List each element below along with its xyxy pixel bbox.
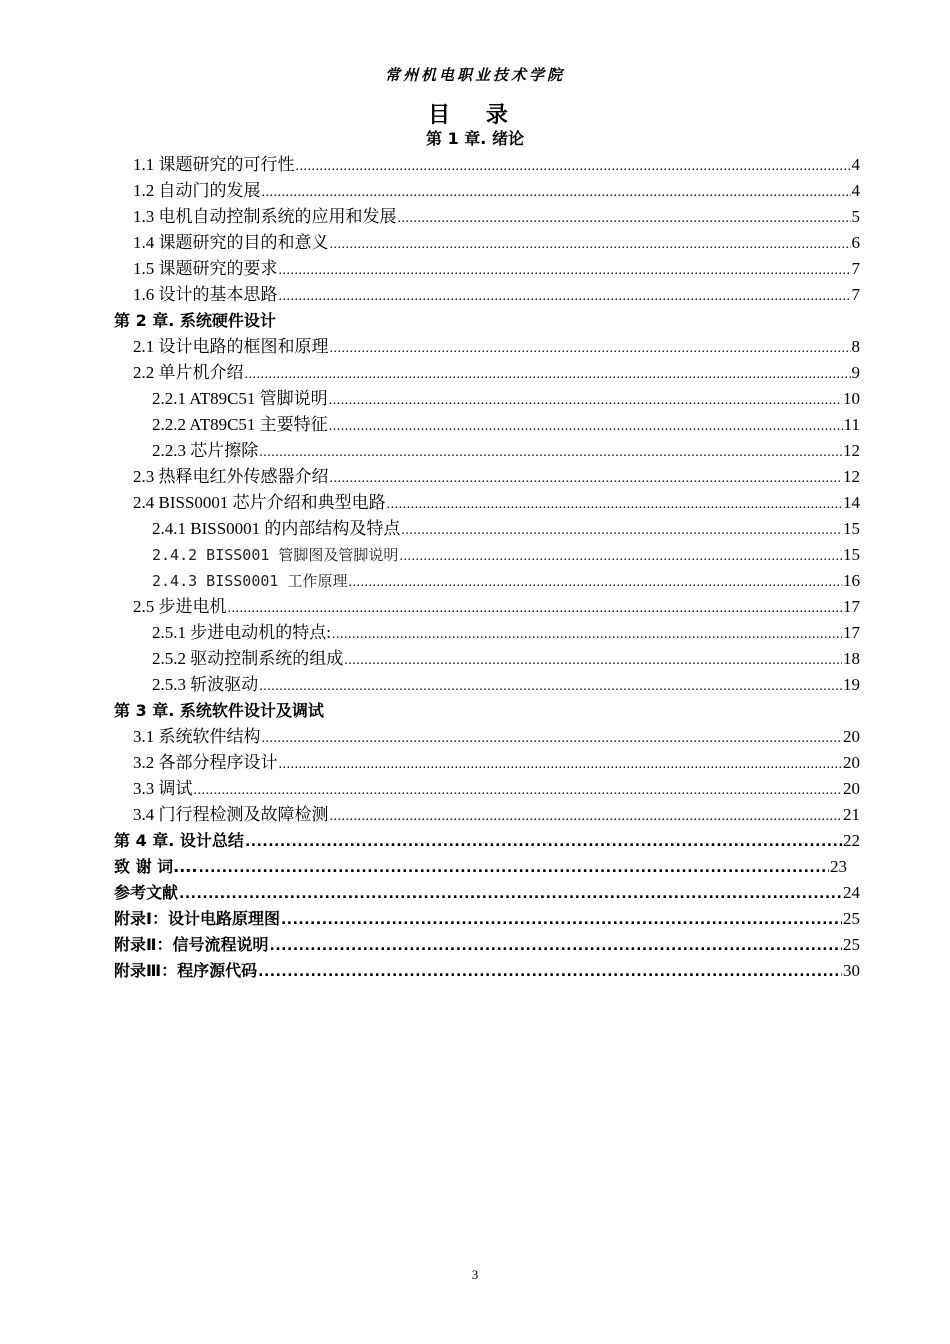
leader-dots xyxy=(194,778,843,804)
leader-dots xyxy=(296,154,851,180)
toc-entry[interactable] xyxy=(152,542,860,568)
toc-entry-page: 20 xyxy=(843,779,860,798)
toc-entry-label: 附录Ⅱ：信号流程说明 xyxy=(114,935,269,954)
leader-dots xyxy=(330,232,851,258)
toc-entry-label: 2.4.3 BISS0001 工作原理 xyxy=(152,572,348,590)
toc-entry-page: 15 xyxy=(843,545,860,564)
toc-entry-label: 第 4 章. 设计总结 xyxy=(114,831,244,850)
toc-chapter-entry[interactable] xyxy=(114,880,860,906)
leader-dots xyxy=(270,933,842,959)
toc-chapter-entry[interactable] xyxy=(114,828,860,854)
leader-dots xyxy=(279,258,851,284)
toc-entry-page: 14 xyxy=(843,493,860,512)
chapter-label: 第 2 章. 系统硬件设计 xyxy=(114,311,276,330)
leader-dots xyxy=(245,829,842,855)
leader-dots xyxy=(330,804,843,830)
leader-dots xyxy=(348,570,842,596)
leader-dots xyxy=(259,674,842,700)
toc-entry-label: 参考文献 xyxy=(114,883,179,902)
toc-entry-page: 4 xyxy=(851,155,860,174)
toc-entry-page: 5 xyxy=(851,207,860,226)
toc-entry-page: 22 xyxy=(843,831,860,850)
chapter-2-heading[interactable] xyxy=(114,308,860,334)
toc-entry[interactable] xyxy=(133,230,860,256)
toc-chapter-entry[interactable] xyxy=(114,958,860,984)
toc-entry-label: 附录Ⅲ：程序源代码 xyxy=(114,961,258,980)
toc-entry[interactable] xyxy=(152,568,860,594)
toc-title: 目 录 xyxy=(428,103,522,128)
toc-entry[interactable] xyxy=(133,724,860,750)
toc-chapter-entry[interactable] xyxy=(114,932,860,958)
toc-entry[interactable] xyxy=(133,750,860,776)
toc-entry-label: 2.4 BISS0001 芯片介绍和典型电路 xyxy=(133,493,386,512)
toc-entry-page: 7 xyxy=(851,259,860,278)
leader-dots xyxy=(281,907,842,933)
toc-entry[interactable] xyxy=(133,204,860,230)
toc-entry-label: 2.2 单片机介绍 xyxy=(133,363,244,382)
toc-entry-label: 3.2 各部分程序设计 xyxy=(133,753,278,772)
leader-dots xyxy=(329,414,843,440)
toc-entry-label: 2.5.3 斩波驱动 xyxy=(152,675,259,694)
toc-entry[interactable] xyxy=(133,776,860,802)
toc-entry-page: 15 xyxy=(843,519,860,538)
toc-entry-label: 1.4 课题研究的目的和意义 xyxy=(133,233,329,252)
toc-entry-page: 25 xyxy=(843,909,860,928)
leader-dots xyxy=(262,180,851,206)
toc-entry-page: 30 xyxy=(843,961,860,980)
toc-entry-page: 6 xyxy=(851,233,860,252)
leader-dots xyxy=(279,284,851,310)
toc-entry-label: 2.5 步进电机 xyxy=(133,597,227,616)
leader-dots xyxy=(198,855,829,881)
toc-entry[interactable] xyxy=(152,412,860,438)
toc-entry[interactable] xyxy=(152,646,860,672)
toc-entry-page: 24 xyxy=(843,883,860,902)
toc-entry[interactable] xyxy=(152,386,860,412)
leader-dots xyxy=(245,362,851,388)
toc-entry-page: 11 xyxy=(843,415,860,434)
leader-dots xyxy=(398,206,851,232)
toc-entry-label: 2.3 热释电红外传感器介绍 xyxy=(133,467,329,486)
toc-entry-page: 20 xyxy=(843,727,860,746)
toc-entry-label: 3.1 系统软件结构 xyxy=(133,727,261,746)
toc-entry[interactable] xyxy=(133,360,860,386)
toc-entry[interactable] xyxy=(152,672,860,698)
toc-entry-page: 12 xyxy=(843,467,860,486)
toc-entry[interactable] xyxy=(133,464,860,490)
toc-entry-page: 10 xyxy=(843,389,860,408)
toc-entry[interactable] xyxy=(133,152,860,178)
toc-entry-label: 1.3 电机自动控制系统的应用和发展 xyxy=(133,207,397,226)
leader-dots xyxy=(259,440,842,466)
toc-entry-page: 16 xyxy=(843,571,860,590)
leader-dots xyxy=(262,726,843,752)
toc-entry-label: 附录Ⅰ：设计电路原理图 xyxy=(114,909,280,928)
leader-dots xyxy=(344,648,842,674)
toc-entry[interactable] xyxy=(152,438,860,464)
toc-entry[interactable] xyxy=(152,516,860,542)
chapter-1-heading: 第 1 章. 绪论 xyxy=(426,129,524,148)
toc-entry[interactable] xyxy=(133,594,860,620)
toc-entry-label: 2.2.1 AT89C51 管脚说明 xyxy=(152,389,328,408)
toc-entry-label: 1.1 课题研究的可行性 xyxy=(133,155,295,174)
toc-entry-page: 9 xyxy=(851,363,860,382)
toc-entry[interactable] xyxy=(133,334,860,360)
leader-dots xyxy=(228,596,843,622)
toc-entry-page: 21 xyxy=(843,805,860,824)
leader-dots xyxy=(329,388,842,414)
toc-entry-label: 2.1 设计电路的框图和原理 xyxy=(133,337,329,356)
toc-entry-label: 2.4.1 BISS0001 的内部结构及特点 xyxy=(152,519,401,538)
toc-entry-page: 4 xyxy=(851,181,860,200)
leader-dots xyxy=(330,466,843,492)
toc-entry-label: 2.2.2 AT89C51 主要特征 xyxy=(152,415,328,434)
toc-entry-label: 2.5.2 驱动控制系统的组成 xyxy=(152,649,344,668)
leader-dots xyxy=(330,336,851,362)
toc-entry-label: 1.2 自动门的发展 xyxy=(133,181,261,200)
toc-entry-page: 25 xyxy=(843,935,860,954)
toc-entry-label: 1.6 设计的基本思路 xyxy=(133,285,278,304)
page-number: 3 xyxy=(471,1267,479,1282)
toc-entry-page: 19 xyxy=(843,675,860,694)
toc-chapter-entry[interactable] xyxy=(114,854,847,880)
leader-dots xyxy=(258,959,842,985)
toc-entry[interactable] xyxy=(152,620,860,646)
leader-dots xyxy=(332,622,842,648)
chapter-label: 第 3 章. 系统软件设计及调试 xyxy=(114,701,324,720)
toc-entry-label: 2.4.2 BISS001 管脚图及管脚说明 xyxy=(152,546,399,564)
leader-dots xyxy=(387,492,842,518)
toc-entry-page: 8 xyxy=(851,337,860,356)
toc-entry-page: 23 xyxy=(830,857,847,876)
toc-entry-label: 2.2.3 芯片擦除 xyxy=(152,441,259,460)
toc-entry-page: 12 xyxy=(843,441,860,460)
leader-dots xyxy=(401,518,842,544)
toc-entry[interactable] xyxy=(133,802,860,828)
leader-dots xyxy=(399,544,842,570)
toc-entry-label: 2.5.1 步进电动机的特点: xyxy=(152,623,331,642)
toc-entry-label: 3.3 调试 xyxy=(133,779,193,798)
toc-entry-page: 20 xyxy=(843,753,860,772)
toc-entry[interactable] xyxy=(133,256,860,282)
toc-entry-label: 致 谢 词.... xyxy=(114,857,198,876)
toc-entry[interactable] xyxy=(133,490,860,516)
toc-entry-page: 17 xyxy=(843,597,860,616)
leader-dots xyxy=(279,752,843,778)
toc-entry-page: 18 xyxy=(843,649,860,668)
toc-entry-label: 3.4 门行程检测及故障检测 xyxy=(133,805,329,824)
toc-chapter-entry[interactable] xyxy=(114,906,860,932)
document-header: 常州机电职业技术学院 xyxy=(384,66,565,84)
toc-entry-label: 1.5 课题研究的要求 xyxy=(133,259,278,278)
chapter-3-heading[interactable] xyxy=(114,698,860,724)
leader-dots xyxy=(179,881,842,907)
toc-entry[interactable] xyxy=(133,178,860,204)
toc-entry-page: 17 xyxy=(843,623,860,642)
toc-entry-page: 7 xyxy=(851,285,860,304)
toc-entry[interactable] xyxy=(133,282,860,308)
